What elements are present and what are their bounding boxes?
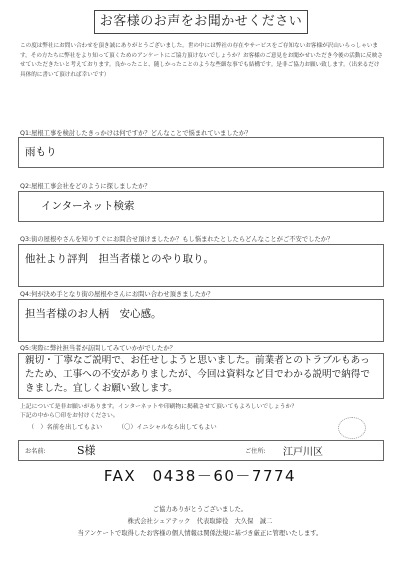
q2-answer: インターネット検索 [41,200,135,212]
q2-answer-box[interactable] [18,191,384,222]
q1-label: Q1:屋根工事を検討したきっかけは何ですか？どんなことで悩まれていましたか？ [20,130,252,137]
q1-answer: 雨もり [25,146,57,158]
q5-answer: 親切・丁寧なご説明で、お任せしようと思いました。前業者とのトラブルもあったため、工事への不安がありましたが、今回は資料など目でわかる説明で納得できました。宜しくお願い致します。 [25,355,370,394]
name-label: お名前: [25,448,46,455]
footer-company: 株式会社シェアテック 代表取締役 大久保 誠二 [127,518,273,525]
option-name[interactable]: （ ）名前を出してもよい [28,424,103,431]
q5-answer-box[interactable] [18,353,384,399]
q4-answer: 担当者様のお人柄 安心感。 [25,308,162,320]
seal-stamp [338,417,366,439]
page-title: お客様のお声をお聞かせください [94,10,308,34]
q4-answer-box[interactable] [18,299,384,342]
name-value: S様 [77,444,96,457]
footer-thanks: ご協力ありがとうございました。 [152,506,248,513]
q3-answer: 他社より評判 担当者様とのやり取り。 [25,253,214,265]
q1-answer-box[interactable] [18,137,384,168]
address-value: 江戸川区 [283,447,323,458]
q2-label: Q2:屋根工事会社をどのように探しましたか？ [20,183,151,190]
consent-question: 上記について是非お願いがあります。インターネットや印刷物に掲載させて頂いてもよろしいでしょうか？ [20,404,298,410]
q3-label: Q3:街の屋根やさんを知りすぐにお問合せ頂けましたか？もし悩まれたとしたらどんなことがご不安でしたか？ [20,236,334,243]
address-label: ご住所: [245,448,266,455]
footer-privacy: 当アンケートで取得したお客様の個人情報は関係法規に基づき厳正に管理いたします。 [77,530,323,537]
option-initial[interactable]: （〇）イニシャルなら出してもよい [118,424,217,431]
customer-info-box [18,440,384,461]
consent-instruction: 下記の中から〇印をお付けください。 [20,413,119,419]
q3-answer-box[interactable] [18,244,384,287]
fax-number: FAX 0438－60－7774 [103,467,297,485]
intro-text: この度は弊社にお問い合わせを頂き誠にありがとうございました。世の中には弊社の存在やサービスをご存知ないお客様が沢山いらっしゃいます。その方たちに弊社をより知って頂くためのアンケートにご協力頂けないでしょうか？お客様のご意見をお聞かせいただき今後の活動に反映させていただきたいと考えております。良かったこと、随しかったことのような些細な事でも結構です。是非ご協力お願い致します。（出来るだけ具体的に書いて頂ければ幸いです） [20,43,383,78]
q5-label: Q5:実際に弊社担当者が訪問してみていかがでしたか？ [20,345,176,352]
q4-label: Q4:何が決め手となり街の屋根やさんにお問い合わせ頂きましたか？ [20,291,214,298]
